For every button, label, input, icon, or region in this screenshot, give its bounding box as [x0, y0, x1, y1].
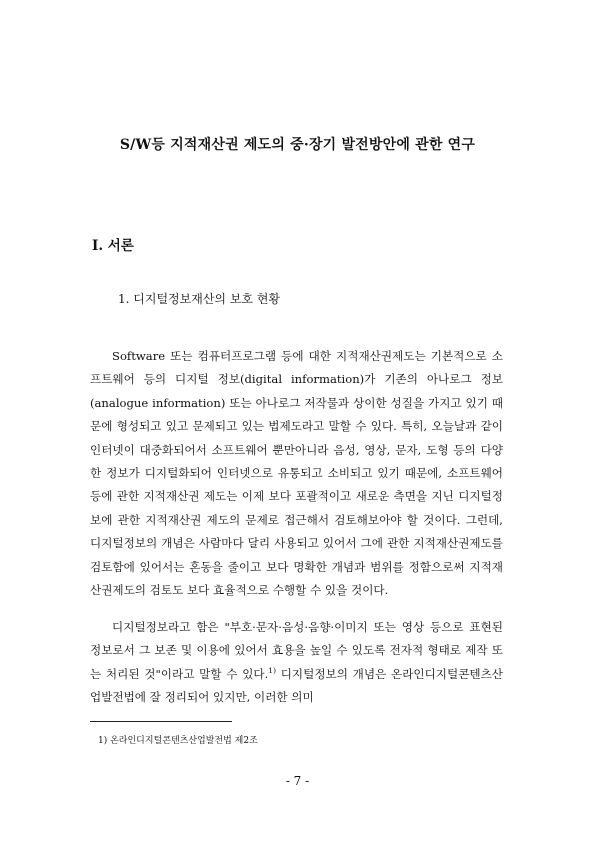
document-title: S/W등 지적재산권 제도의 중·장기 발전방안에 관한 연구: [119, 137, 476, 153]
paragraph-2-text-start: 디지털정보라고 함은 "부호·문자·음성·음향·이미지 또는 영상 등으로 표현된 정보로서 그 보존 및 이용에 있어서 효용을 높일 수 있도록 전자적 형태로 제작 또는 처리된 것"이라고 말할 수 있다.: [90, 620, 503, 681]
paragraph-2-text-end: 디지털정보의 개념은 온라인디지털콘텐츠산업발전법에 잘 정리되어 있지만, 이러한 의미: [90, 666, 503, 705]
section-heading: I. 서론: [92, 238, 134, 254]
body-paragraph-2: [90, 616, 503, 710]
footnote-marker: 1): [268, 665, 276, 675]
body-paragraph-1: Software 또는 컴퓨터프로그램 등에 대한 지적재산권제도는 기본적으로 소프트웨어 등의 디지털 정보(digital information)가 기존의 아나로그 정보(analogue information) 또는 아나로그 저작물과 상이한 성질을 가지고 있기 때문에 형성되고 있고 문제되고 있는 법제도라고 말할 수 있다. 특히, 오늘날과 같이 인터넷이 대중화되어서 소프트웨어 뿐만아니라 음성, 영상, 문자, 도형 등의 다양한 정보가 디지털화되어 인터넷으로 유통되고 소비되고 있기 때문에, 소프트웨어 등에 관한 지적재산권 제도는 이제 보다 포괄적이고 새로운 측면을 지닌 디지털정보에 관한 지적재산권 제도의 문제로 접근해서 검토해보아야 할 것이다. 그런데, 디지털정보의 개념은 사람마다 달리 사용되고 있어서 그에 관한 지적재산권제도를 검토함에 있어서는 혼동을 줄이고 보다 명확한 개념과 범위를 정함으로써 지적재산권제도의 검토도 보다 효율적으로 수행할 수 있을 것이다.: [90, 349, 503, 598]
subsection-heading: 1. 디지털정보재산의 보호 현황: [118, 292, 280, 306]
footnote-text: 1) 온라인디지털콘텐츠산업발전법 제2조: [98, 736, 258, 746]
footnote-divider: [90, 721, 232, 722]
page-number: - 7 -: [285, 774, 310, 788]
